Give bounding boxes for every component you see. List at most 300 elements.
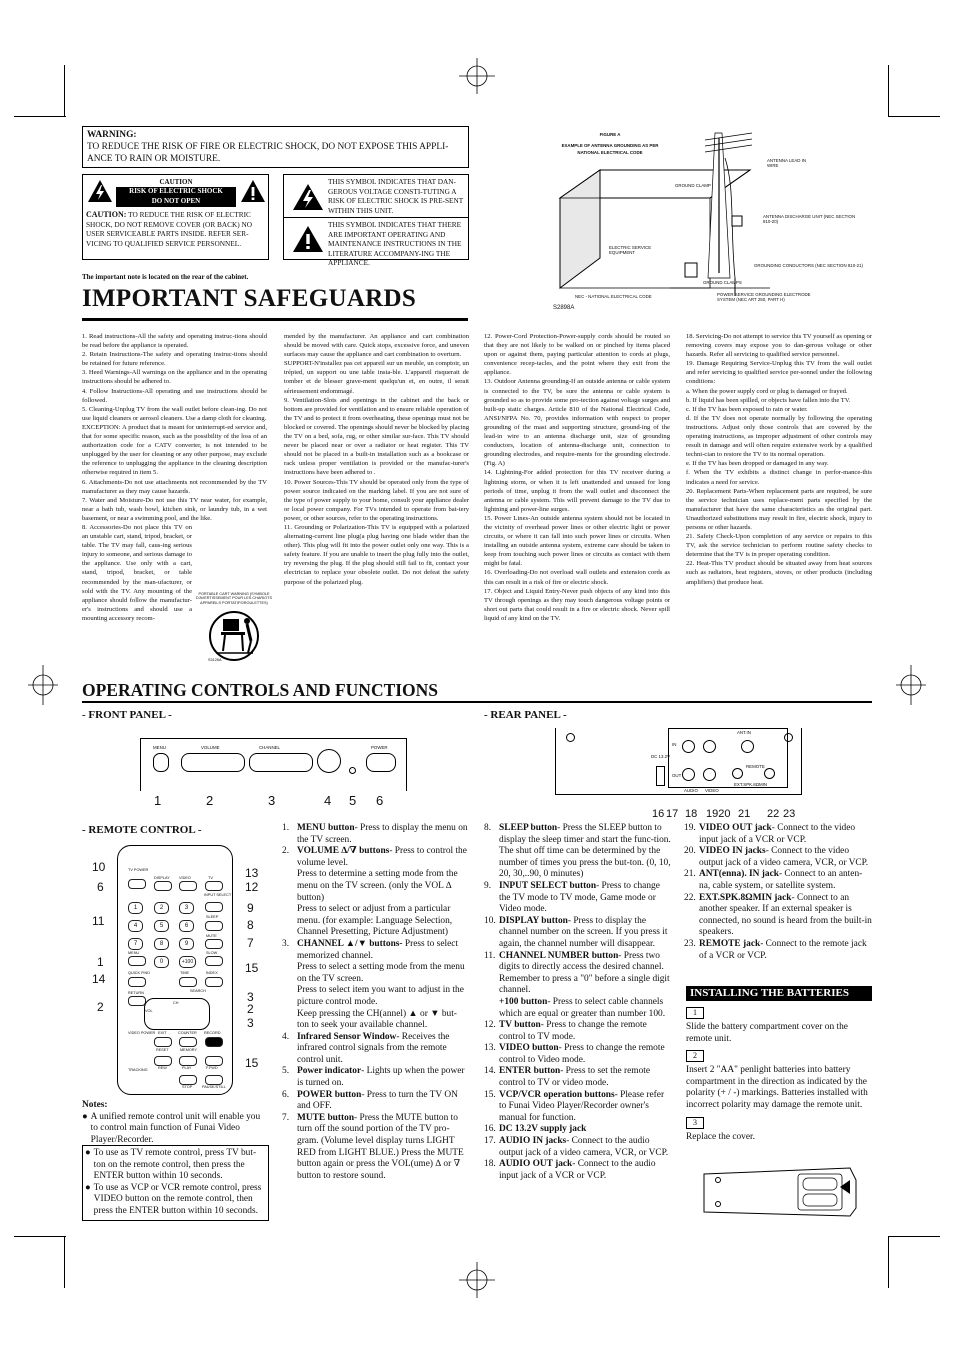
battery-step-text: Insert 2 "AA" penlight batteries into battery compartment in the direction as indicated by the polarity (+ / -) markings. Batteries installed with incorrect polarity may damage the remote unit. — [686, 1065, 868, 1110]
safeguard-item: SUPPORT-N'installez pas cet appareil sur un meuble, un comptoir, un trépied, un support ou une table insta-ble. L'appareil risquerait de tomber et de blesser grave-ment quelqu'un et, en outre, il serait sérieusement endommagé. — [284, 360, 469, 395]
remote-left-1: 1 — [97, 955, 104, 969]
remote-left-2: 2 — [97, 1000, 104, 1014]
remote-tv-power-button[interactable] — [128, 879, 146, 889]
function-desc: Press to select item you want to adjust in the picture control mode. — [297, 985, 464, 1007]
function-name: MENU button — [297, 823, 355, 833]
remote-right-15a: 15 — [245, 961, 259, 975]
function-name: Infrared Sensor Window — [297, 1031, 397, 1042]
portable-cart-icon — [193, 605, 275, 661]
rear-video-label: VIDEO — [705, 788, 719, 793]
function-body — [499, 1043, 671, 1066]
warning-title: WARNING: — [87, 130, 137, 140]
function-desc: - Press to change the remote control to Video mode. — [499, 1043, 665, 1065]
function-desc: - Please refer to Funai Video Player/Recorder owner's manual for function. — [499, 1089, 665, 1123]
caution-banner — [116, 187, 236, 207]
note-item: ● To use as VCP or VCR remote control, press VIDEO button on the remote control, then press the ENTER button within 10 seconds. — [85, 1183, 266, 1218]
battery-step-number: 1 — [686, 1007, 704, 1019]
remote-ffwd-button[interactable] — [205, 1056, 223, 1066]
front-panel-title: - FRONT PANEL - — [82, 709, 172, 721]
function-body — [499, 916, 671, 951]
function-number: 2. — [282, 846, 290, 857]
function-desc: - Press the SLEEP button to display the sleep timer and start the func-tion. The shut off time can be determined by the number of times you press the but-ton. (0, 10, 20, 30,..90, 0 minutes) — [499, 823, 671, 880]
function-item — [282, 1090, 468, 1113]
remote-stop-button[interactable] — [179, 1075, 197, 1085]
rear-dc-label: DC 13.2V — [651, 754, 671, 759]
remote-mute-button[interactable] — [205, 939, 223, 949]
function-body — [297, 939, 468, 962]
function-name: CHANNEL ▲/▼ buttons- — [297, 938, 403, 949]
warning-box — [82, 126, 469, 168]
notes-title: Notes: — [82, 1100, 108, 1110]
safeguard-item: 19. Damage Requiring Service-Unplug this TV from the wall outlet and refer servicing to qualified service per-sonnel under the following conditions: — [686, 360, 872, 386]
function-number — [484, 997, 499, 1020]
function-body — [699, 846, 872, 869]
nec-label: NEC - NATIONAL ELECTRICAL CODE — [575, 294, 652, 299]
remote-right-8: 8 — [247, 918, 254, 932]
remote-right-3b: 3 — [247, 1016, 254, 1030]
safeguard-item: 14. Lightning-For added protection for this TV receiver during a lightning storm, or when it is left unattended and unused for long periods of time, unplug it from the wall outlet and disconnect the antenna or cable system. This will prevent damage to the TV due to lightning and power-line surges. — [484, 469, 670, 513]
function-item — [282, 1066, 468, 1089]
function-name: POWER button — [297, 1089, 362, 1100]
function-item — [484, 1124, 671, 1136]
remote-key-8[interactable]: 8 — [154, 938, 169, 950]
front-number-3: 3 — [268, 793, 276, 808]
remote-memory-label: MEMORY — [180, 1048, 198, 1052]
safeguard-item: d. If the TV does not operate normally by following the operating instructions. Adjust only those controls that are covered by the operating instructions, as improper adjustment of other controls may result in damage and will often require extensive work by a qualified techni-cian to restore the TV to its normal operation. — [686, 414, 872, 459]
function-name: AUDIO OUT jack — [499, 1159, 573, 1170]
ground-clamp-label: GROUND CLAMP — [675, 183, 711, 188]
function-item — [282, 869, 468, 904]
important-note: The important note is located on the rear of the cabinet. — [82, 273, 249, 281]
function-desc: - Press to change the TV mode to TV mode, Game mode or Video mode. — [499, 880, 660, 915]
figure-title1: FIGURE A — [599, 132, 621, 137]
remote-key-5[interactable]: 5 — [154, 920, 169, 932]
note-text: To use as TV remote control, press TV but-ton on the remote control, then press the ENTER button within 10 seconds. — [93, 1148, 257, 1182]
rear-number-17: 17 — [666, 808, 679, 820]
function-number: 23. — [684, 938, 696, 949]
safeguard-item: b. If liquid has been spilled, or objects have fallen into the TV. — [686, 396, 851, 404]
registration-mark-left — [28, 660, 58, 710]
front-panel-drawing — [140, 738, 407, 791]
remote-counter-button[interactable] — [179, 1037, 197, 1047]
function-body — [297, 823, 468, 846]
remote-tv-button[interactable] — [205, 881, 223, 891]
safeguards-col2 — [284, 332, 469, 587]
remote-left-14: 14 — [92, 972, 106, 986]
function-body — [297, 1113, 468, 1183]
safeguard-item: 8. Accessories-Do not place this TV on an unstable cart, stand, tripod, bracket, or table. The TV may fall, caus-ing serious injury to someone, and serious damage to the appliance. Use only with a cart, stand, tripod, bracket, or table recommended by the man-ufacturer, or sold with the TV. Any mounting of the appliance should follow the manufactur-er's instructions and should use a mounting accessory recom- — [82, 523, 192, 622]
notes-box — [82, 1145, 269, 1221]
function-name: DISPLAY button — [499, 915, 568, 926]
function-name: ENTER button — [499, 1066, 561, 1077]
symbol-box — [283, 174, 469, 267]
remote-key-plus100[interactable]: +100 — [179, 956, 196, 968]
safeguard-item: a. When the power supply cord or plug is damaged or frayed. — [686, 387, 848, 395]
function-item — [484, 881, 671, 916]
lightning-warning-icon — [87, 179, 113, 203]
figure-a — [520, 128, 940, 318]
function-desc: - Connect to an another speaker. If an external speaker is connected, no sound is heard from the built-in speakers. — [699, 892, 872, 938]
exclamation-symbol-icon — [292, 225, 324, 253]
front-number-6: 6 — [376, 793, 384, 808]
safeguards-col3 — [484, 332, 670, 623]
safeguard-item: e. If the TV has been dropped or damaged in any way. — [686, 460, 829, 468]
function-number: 20. — [684, 846, 696, 857]
function-desc: Keep pressing the CH(annel) ▲ or ▼ but-ton to seek your available channel. — [297, 1008, 457, 1031]
lead-in-label: ANTENNA LEAD IN WIRE — [767, 158, 807, 168]
remote-right-7: 7 — [247, 936, 254, 950]
safeguard-item: 17. Object and Liquid Entry-Never push objects of any kind into this TV through openings as they may touch dangerous voltage points or short out parts that could result in a fire or electric shock. Never spill liquid of any kind on the TV. — [484, 587, 670, 622]
safeguard-item: 13. Outdoor Antenna grounding-If an outside antenna or cable system is connected to the TV, be sure the antenna or cable system is grounded so as to provide some pro-tection against voltage surges and built-up static charges. Article 810 of the National Electrical Code, ANSI/NFPA No. 70, provides information with respect to proper grounding of the mast and supporting structure, ground-ing of the lead-in wire to an antenna discharge unit, size of grounding conductors, location of antenna-discharge unit, connection to grounding electrodes, and require-ments for the grounding electrode. (Fig. A) — [484, 378, 670, 468]
dc-jack — [656, 766, 665, 786]
batteries-steps — [686, 1007, 872, 1143]
remote-ffwd-label: F.FWD — [206, 1066, 218, 1070]
rear-number-16: 16 — [652, 808, 665, 820]
function-number: 4. — [282, 1031, 290, 1042]
function-body — [499, 881, 671, 916]
video-in-jack — [703, 740, 716, 753]
remote-key-6[interactable]: 6 — [179, 920, 194, 932]
figure-title2: EXAMPLE OF ANTENNA GROUNDING AS PER — [561, 143, 659, 148]
power-service-label: POWER SERVICE GROUNDING ELECTRODE SYSTEM (NEC ART 250, PART H) — [717, 292, 811, 302]
function-name: VIDEO IN jacks — [699, 846, 766, 857]
safeguard-item: 6. Attachments-Do not use attachments not recommended by the TV manufacturer as they may cause hazards. — [82, 478, 267, 495]
front-menu-label: MENU — [153, 745, 166, 750]
symbol2-text: THIS SYMBOL INDICATES THAT THERE ARE IMPORTANT OPERATING AND MAINTENANCE INSTRUCTIONS IN THE LITERATURE ACCOMPANY-ING THE APPLIANCE. — [328, 220, 462, 267]
function-body — [499, 1020, 671, 1043]
remote-pause-button[interactable] — [205, 1075, 223, 1085]
function-body — [699, 893, 872, 939]
remote-display-label: DISPLAY — [154, 876, 170, 880]
front-number-2: 2 — [206, 793, 214, 808]
safeguard-item: 3. Heed Warnings-All warnings on the appliance and in the operating instructions should be adhered to. — [82, 369, 267, 386]
function-item — [684, 893, 872, 939]
remote-key-7[interactable]: 7 — [128, 938, 143, 950]
function-item — [684, 823, 872, 846]
remote-rew-label: REW — [158, 1066, 167, 1070]
registration-mark-right — [896, 660, 926, 710]
safeguard-item: 16. Overloading-Do not overload wall outlets and extension cords as this can result in a risk of fire or electric shock. — [484, 569, 670, 586]
function-desc: - Connect to the video input jack of a VCR or VCP. — [699, 823, 856, 845]
power-indicator — [349, 767, 356, 774]
function-number: 16. — [484, 1124, 496, 1135]
function-item — [484, 1066, 671, 1089]
rear-ant-label: ANT.IN — [737, 730, 751, 735]
function-desc: - Connect to the audio output jack of a video camera, VCR, or VCP. — [499, 1136, 669, 1158]
remote-slow-button[interactable] — [205, 956, 223, 966]
ant-in-jack — [741, 740, 754, 753]
function-desc: - Lights up when the power is turned on. — [297, 1066, 465, 1089]
front-number-1: 1 — [154, 793, 162, 808]
remote-index-button[interactable] — [205, 977, 223, 987]
function-item — [484, 1043, 671, 1066]
registration-mark-top — [455, 58, 499, 94]
rear-number-23: 23 — [783, 808, 796, 820]
remote-record-button[interactable] — [205, 1037, 223, 1047]
function-name: VCP/VCR operation buttons — [499, 1089, 615, 1100]
exclamation-warning-icon — [240, 179, 266, 203]
function-body — [297, 962, 468, 985]
function-desc: - Press to display the channel number on the screen. If you press it again, the channel number will disappear. — [499, 915, 668, 949]
front-channel-label: CHANNEL — [259, 745, 280, 750]
warning-text: TO REDUCE THE RISK OF FIRE OR ELECTRIC SHOCK, DO NOT EXPOSE THIS APPLI-ANCE TO RAIN OR MOISTURE. — [87, 142, 449, 164]
function-body — [297, 985, 468, 1008]
remote-quick-find-label: QUICK FIND — [128, 971, 150, 975]
safeguard-item: f. When the TV exhibits a distinct change in perfor-mance-this indicates a need for service. — [686, 469, 872, 486]
remote-notes — [82, 1100, 269, 1146]
function-name: MUTE button — [297, 1112, 355, 1123]
rear-number-18: 18 — [685, 808, 698, 820]
remote-input-select-button[interactable] — [205, 902, 223, 912]
function-name: ANT(enna). IN jack — [699, 869, 779, 880]
function-body — [297, 1066, 468, 1089]
remote-key-1[interactable]: 1 — [128, 902, 143, 914]
function-body — [699, 939, 872, 962]
caution-head: CAUTION: — [86, 210, 127, 219]
function-item — [484, 997, 671, 1020]
function-number: 7. — [282, 1112, 290, 1123]
remote-key-3[interactable]: 3 — [179, 902, 194, 914]
remote-play-button[interactable] — [179, 1056, 197, 1066]
function-name: TV button — [499, 1020, 541, 1031]
function-item — [484, 1090, 671, 1125]
battery-step-number: 2 — [686, 1050, 704, 1062]
function-body — [297, 904, 468, 939]
front-number-5: 5 — [349, 793, 357, 808]
remote-rew-button[interactable] — [154, 1056, 172, 1066]
remote-exit-button[interactable] — [154, 1037, 172, 1047]
remote-key-2[interactable]: 2 — [154, 902, 169, 914]
function-item — [484, 823, 671, 881]
video-out-jack — [703, 768, 716, 781]
remote-stop-label: STOP — [182, 1085, 193, 1089]
function-desc: - Connect to the audio input jack of a VCR or VCP. — [499, 1159, 656, 1181]
function-name: VOLUME ∆/∇ buttons — [297, 846, 390, 857]
function-desc: - Press the MUTE button to turn off the sound portion of the TV pro-gram. (Volume level display turns LIGHT RED from LIGHT BLUE.) Press the MUTE button again or press the VOL(ume) ∆ or ∇ button to restore sound. — [297, 1112, 464, 1181]
safeguard-item: c. If the TV has been exposed to rain or water. — [686, 405, 808, 413]
remote-quick-find-button[interactable] — [128, 977, 146, 987]
function-number — [282, 869, 297, 904]
controls-title: OPERATING CONTROLS AND FUNCTIONS — [82, 680, 439, 700]
front-channel-buttons[interactable] — [249, 753, 313, 772]
rear-panel-drawing — [555, 728, 802, 795]
front-menu-button[interactable] — [153, 753, 169, 772]
cart-code: S3126A — [208, 658, 222, 662]
function-name: VIDEO button — [499, 1043, 559, 1054]
remote-title: - REMOTE CONTROL - — [82, 824, 202, 836]
remote-right-15b: 15 — [245, 1056, 259, 1070]
safeguard-item: 22. Heat-This TV product should be situated away from heat sources such as radiators, heat registers, stoves, or other products (including amplifiers) that produce heat. — [686, 560, 872, 586]
front-volume-label: VOLUME — [201, 745, 220, 750]
function-number: 22. — [684, 892, 696, 903]
function-item — [484, 916, 671, 951]
remote-menu-button[interactable] — [128, 956, 146, 966]
function-body — [499, 951, 671, 997]
grounding-conductors-label: GROUNDING CONDUCTORS (NEC SECTION 810-21) — [754, 263, 863, 268]
function-body — [499, 823, 671, 881]
function-item — [484, 1136, 671, 1159]
function-desc: - Press to control the volume level. — [297, 846, 467, 868]
remote-tracking-label: TRACKING — [128, 1068, 148, 1072]
function-list-3 — [684, 823, 872, 962]
front-volume-buttons[interactable] — [181, 753, 245, 772]
safeguard-exception: EXCEPTION: A product that is meant for uninterrupt-ed service and, that for some specific reason, such as the possibility of the loss of an authorization code for a CATV converter, is not intended to be unplugged by the user for cleaning or any other purpose, may exclude the reference to unplugging the appliance in the cleaning description otherwise required in item 5. — [82, 423, 267, 477]
remote-left-6: 6 — [97, 880, 104, 894]
safeguard-item: 10. Power Sources-This TV should be operated only from the type of power source indicated on the marking label. If you are not sure of the type of power supply to your home, consult your appliance dealer or local power company. For TVs intended to operate from bat-tery power, or other sources, refer to the operating instructions. — [284, 478, 469, 522]
remote-reset-label: RESET — [156, 1048, 169, 1052]
function-desc: Press to determine a setting mode from the menu on the TV screen. (only the VOL ∆ button) — [297, 869, 458, 903]
remote-right-13: 13 — [245, 866, 259, 880]
function-name: Power indicator — [297, 1066, 362, 1077]
function-body — [499, 1124, 586, 1136]
remote-time-label: TIME — [180, 971, 190, 975]
electric-service-label: ELECTRIC SERVICE EQUIPMENT — [609, 245, 652, 255]
rear-remote-label: REMOTE — [746, 764, 765, 769]
battery-compartment-illustration — [700, 1160, 860, 1222]
function-number: 13. — [484, 1043, 496, 1054]
function-number: 1. — [282, 823, 290, 833]
function-number: 9. — [484, 880, 492, 891]
remote-ch-label: CH — [173, 1001, 179, 1005]
function-item — [282, 1032, 468, 1067]
function-item — [484, 1020, 671, 1043]
function-number — [282, 962, 297, 985]
function-body — [297, 869, 468, 904]
function-body — [297, 1009, 468, 1032]
remote-display-button[interactable] — [154, 881, 172, 891]
remote-search-label: SEARCH — [190, 989, 206, 993]
note-text: To use as VCP or VCR remote control, press VIDEO button on the remote control, then press the ENTER button within 10 seconds. — [93, 1182, 262, 1216]
remote-right-12: 12 — [245, 880, 259, 894]
rear-extspk-label: EXT.SPK.8ΩMIN — [734, 782, 768, 787]
batteries-title: INSTALLING THE BATTERIES — [686, 986, 872, 1001]
function-desc: Press to select or adjust from a particular menu. (for example: Language Selection, Channel Presetting, Picture Adjustment) — [297, 904, 453, 938]
figure-code: S2898A — [553, 305, 575, 311]
caution-line2: DO NOT OPEN — [151, 196, 201, 205]
ground-clamps-label: GROUND CLAMPS — [703, 280, 742, 285]
remote-exit-label: EXIT — [158, 1031, 167, 1035]
battery-step-text: Slide the battery compartment cover on the remote unit. — [686, 1022, 848, 1044]
function-item — [282, 985, 468, 1008]
caution-line1: RISK OF ELECTRIC SHOCK — [129, 187, 223, 195]
function-body — [297, 846, 468, 869]
function-item — [684, 846, 872, 869]
lightning-symbol-icon — [292, 183, 324, 211]
function-name: AUDIO IN jacks — [499, 1136, 567, 1147]
function-desc: Press to select memorized channel. — [297, 938, 459, 961]
remote-video-power-label: VIDEO POWER — [128, 1031, 156, 1035]
function-body — [499, 1159, 671, 1182]
remote-tv-power-label: TV POWER — [128, 868, 149, 872]
remote-return-button[interactable] — [128, 996, 146, 1006]
remote-right-3a: 3 — [247, 990, 254, 1004]
safeguard-item: 18. Servicing-Do not attempt to service this TV yourself as opening or removing covers may expose you to dan-gerous voltage or other hazards. Refer all servicing to qualified service personnel. — [686, 333, 872, 359]
function-name: DC 13.2V supply jack — [499, 1124, 587, 1135]
safeguard-item: mended by the manufacturer. An appliance and cart combination should be moved with care. Quick stops, excessive force, and uneven surfaces may cause the appliance and cart combination to overturn. — [284, 333, 469, 359]
safeguard-item: 11. Grounding or Polarization-This TV is equipped with a polarized alternating-current line plug(a plug having one blade wider than the other). This plug will fit into the power outlet only one way. This is a safety feature. If you are unable to insert the plug fully into the outlet, try reversing the plug. If the plug should still fail to fit, contact your electrician to replace your obsolete outlet. Do not defeat the safety purpose of the polarized plug. — [284, 523, 469, 586]
controls-rule — [82, 701, 872, 703]
audio-out-jack — [682, 768, 695, 781]
house-antenna-drawing — [520, 128, 940, 318]
remote-right-2: 2 — [247, 1002, 254, 1016]
function-number — [282, 1009, 297, 1032]
function-number: 6. — [282, 1089, 290, 1100]
function-body — [499, 997, 671, 1020]
function-number — [282, 985, 297, 1008]
note-item: ● A unified remote control unit will enable you to control main function of Funai Video Player/Recorder. — [82, 1112, 269, 1147]
audio-in-jack — [682, 740, 695, 753]
rear-panel-title: - REAR PANEL - — [484, 709, 567, 721]
caution-label: CAUTION — [159, 178, 193, 186]
safeguard-item: 12. Power-Cord Protection-Power-supply cords should be routed so that they are not likely to be walked on or pinched by items placed upon or against them, paying particular attention to cords at plugs, convenience recep-tacles, and the point where they exit from the appliance. — [484, 333, 670, 377]
remote-video-button[interactable] — [179, 881, 197, 891]
rear-audio-label: AUDIO — [684, 788, 698, 793]
safeguard-item: 5. Cleaning-Unplug TV from the wall outlet before clean-ing. Do not use liquid cleaners or aerosol cleaners. Use a damp cloth for cleaning. — [82, 405, 267, 422]
function-item — [282, 823, 468, 846]
function-number: 5. — [282, 1066, 290, 1077]
function-item — [684, 869, 872, 892]
remote-video-label: VIDEO — [179, 876, 191, 880]
battery-step-number: 3 — [686, 1117, 704, 1129]
function-number: 8. — [484, 823, 492, 833]
function-number: 18. — [484, 1159, 496, 1170]
function-number: 15. — [484, 1089, 496, 1100]
function-desc: - Press to select cable channels which are equal or greater than number 100. — [499, 996, 666, 1019]
function-name: +100 button — [499, 996, 548, 1007]
remote-drawing — [117, 845, 233, 1095]
remote-key-0[interactable]: 0 — [154, 956, 169, 968]
function-body — [699, 823, 872, 846]
function-name: REMOTE jack — [699, 938, 761, 949]
safeguard-item: 20. Replacement Parts-When replacement parts are required, be sure the service technician uses replace-ment parts specified by the manufacturer that have the same characteristics as the original part. Unauthorized substitutions may result in fire, electric shock, injury to persons or other hazards. — [686, 487, 872, 531]
safeguard-item: 15. Power Lines-An outside antenna system should not be located in the vicinity of overhead power lines or other electric light or power circuits, or where it can fall into such power lines or circuits. When installing an outside antenna system, extreme care should be taken to keep from touching such power lines or circuits as contact with them might be fatal. — [484, 514, 670, 568]
function-desc: Press to select a setting mode from the menu on the TV screen. — [297, 962, 465, 984]
safeguard-item: 9. Ventilation-Slots and openings in the cabinet and the back or bottom are provided for ventilation and to ensure reliable operation of the TV and to protect it from overheating, these openings must not be blocked or covered. The openings should never be blocked by placing the TV on a bed, sofa, rug, or other similar sur-face. This TV should never be placed near or over a radiator or heat register. This TV should not be placed in a built-in installation such as a bookcase or rack unless proper ventilation is provided or the manufac-turer's instructions have been adhered to . — [284, 396, 469, 477]
function-body — [499, 1136, 671, 1159]
function-desc: - Press to display the menu on the TV screen. — [297, 823, 468, 845]
remote-key-4[interactable]: 4 — [128, 920, 143, 932]
remote-pause-label: PAUSE/STILL — [202, 1085, 226, 1089]
remote-play-label: PLAY — [182, 1066, 192, 1070]
caution-text: TO REDUCE THE RISK OF ELECTRIC SHOCK, DO NOT REMOVE COVER (OR BACK) NO USER SERVICEABLE PARTS INSIDE. REFER SER-VICING TO QUALIFIED SERVICE PERSONNEL. — [86, 210, 253, 248]
remote-right-9: 9 — [247, 901, 254, 915]
function-name: SLEEP button — [499, 823, 558, 833]
function-number: 10. — [484, 915, 496, 926]
remote-time-button[interactable] — [179, 977, 197, 987]
function-body — [499, 1066, 671, 1089]
safeguard-item: 2. Retain Instructions-The safety and operating instruc-tions should be retained for future reference. — [82, 351, 267, 368]
function-desc: - Connect to the video output jack of a video camera, VCR, or VCP. — [699, 846, 869, 868]
function-name: VIDEO OUT jack — [699, 823, 772, 833]
symbol1-text: THIS SYMBOL INDICATES THAT DAN-GEROUS VOLTAGE CONSTI-TUTING A RISK OF ELECTRIC SHOCK IS PRE-SENT WITHIN THIS UNIT. — [328, 177, 464, 215]
safeguards-title: IMPORTANT SAFEGUARDS — [82, 285, 417, 312]
remote-menu-label: MENU — [128, 951, 140, 955]
rear-out-label: OUT — [672, 773, 682, 778]
caution-box — [82, 174, 269, 260]
registration-mark-bottom — [455, 1262, 499, 1298]
function-number: 19. — [684, 823, 696, 833]
remote-return-label: RETURN — [128, 991, 144, 995]
function-number: 3. — [282, 938, 290, 949]
note-item: ● To use as TV remote control, press TV but-ton on the remote control, then press the ENTER button within 10 seconds. — [85, 1148, 266, 1183]
note-text: A unified remote control unit will enable you to control main function of Funai Video Player/Recorder. — [90, 1111, 261, 1145]
function-body — [297, 1090, 468, 1113]
remote-key-9[interactable]: 9 — [179, 938, 194, 950]
function-body — [699, 869, 872, 892]
front-power-button[interactable] — [366, 753, 396, 772]
remote-counter-label: COUNTER — [178, 1031, 197, 1035]
remote-sleep-button[interactable] — [205, 921, 223, 931]
